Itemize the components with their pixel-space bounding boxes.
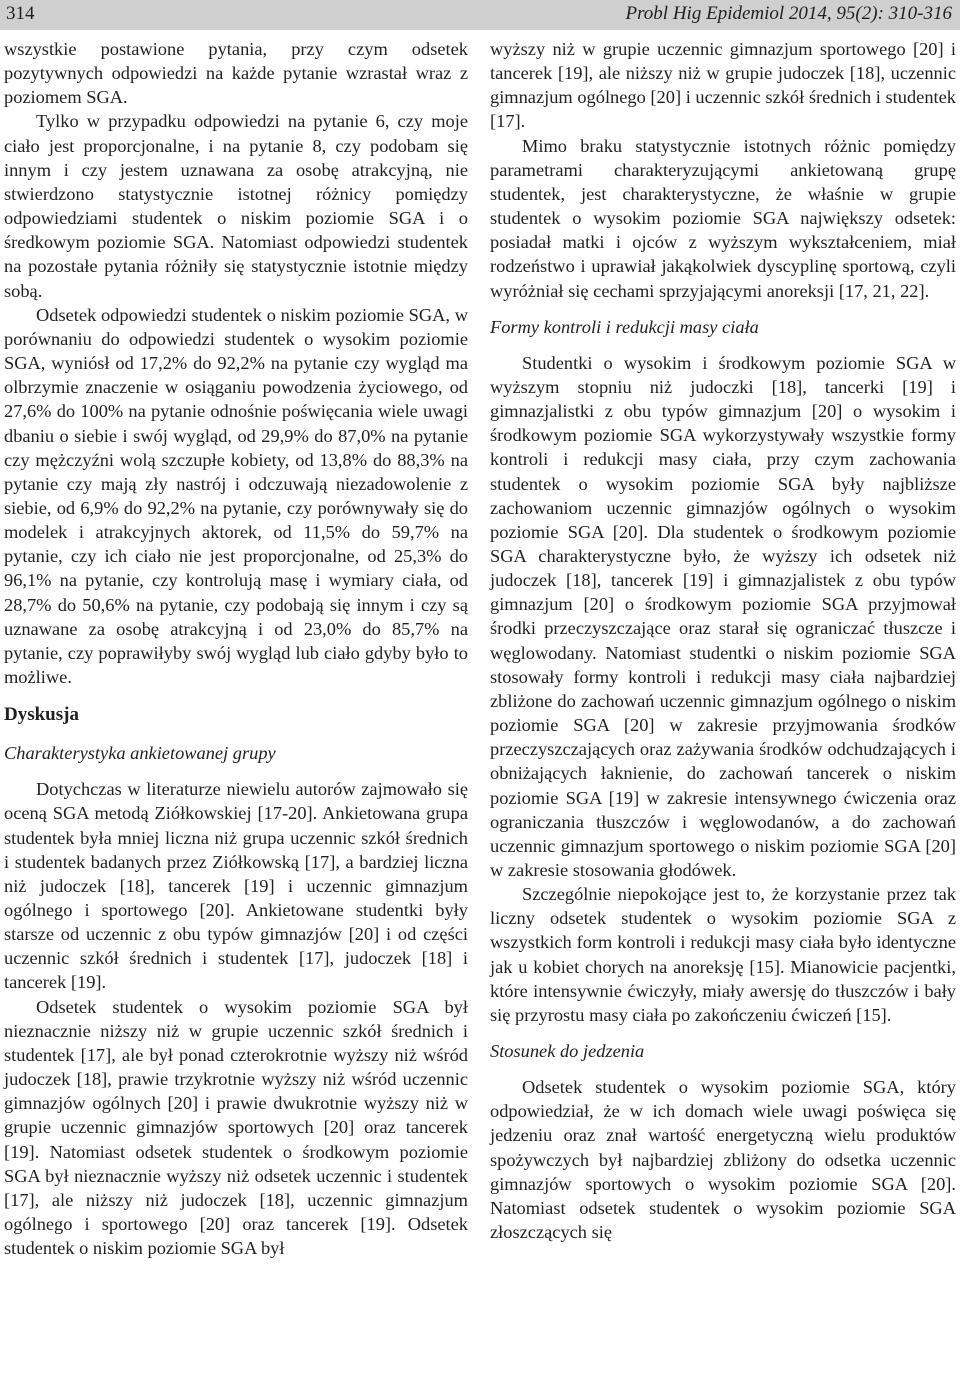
right-column <box>490 37 956 1244</box>
paragraph: Mimo braku statystycznie istotnych różnic pomiędzy parametrami charakteryzującymi ankietowaną grupę studentek, jest charakterystyczne, że właśnie w grupie studentek o wysokim poziomie SGA największy odsetek: posiadał matki i ojców z wyższym wykształceniem, miał rodzeństwo i uprawiał jakąkolwiek dyscyplinę sportową, czyli wyróżniał się cechami sprzyjającymi anoreksji [17, 21, 22]. <box>490 135 956 301</box>
paragraph: Dotychczas w literaturze niewielu autorów zajmowało się oceną SGA metodą Ziółkowskiej [17-20]. Ankietowana grupa studentek była mniej liczna niż grupa uczennic szkół średnich i studentek badanych przez Ziółkowską [17], a bardziej liczna niż judoczek [18], tancerek [19] i uczennic gimnazjum ogólnego i sportowego [20]. Ankietowane studentki były starsze od uczennic z obu typów gimnazjów [20] i od części uczennic szkół średnich i studentek [17], judoczek [18] i tancerek [19]. <box>4 779 468 993</box>
paragraph: Odsetek odpowiedzi studentek o niskim poziomie SGA, w porównaniu do odpowiedzi studentek o wysokim poziomie SGA, wyniósł od 17,2% do 92,2% na pytanie czy wygląd ma olbrzymie znaczenie w osiąganiu powodzenia życiowego, od 27,6% do 100% na pytanie odnośnie poświęcania wiele uwagi dbaniu o siebie i swój wygląd, od 29,9% do 87,0% na pytanie czy mężczyźni wolą szczupłe kobiety, od 13,8% do 88,3% na pytanie czy mają zły nastrój i odczuwają niezadowolenie z siebie, od 6,9% do 92,2% na pytanie, czy porównywały się do modelek i atrakcyjnych aktorek, od 11,5% do 59,7% na pytanie, czy ich ciało nie jest proporcjonalne, od 25,3% do 96,1% na pytanie, czy kontrolują masę i wymiary ciała, od 28,7% do 50,6% na pytanie, czy podobają się innym i czy są uznawane za osobę atrakcyjną i od 23,0% do 85,7% na pytanie, czy poprawiłyby swój wygląd lub ciało gdyby było to możliwe. <box>4 304 468 688</box>
page-number: 314 <box>6 3 35 24</box>
paragraph: Tylko w przypadku odpowiedzi na pytanie 6, czy moje ciało jest proporcjonalne, i na pytanie 8, czy podobam się innym i czy jestem uznawana za osobę atrakcyjną, nie stwierdzono statystycznie istotnej różnicy pomiędzy odpowiedziami studentek o niskim poziomie SGA i o średkowym poziomie SGA. Natomiast odpowiedzi studentek na pozostałe pytania różniły się statystycznie istotnie między sobą. <box>4 111 468 301</box>
paragraph: wyższy niż w grupie uczennic gimnazjum sportowego [20] i tancerek [19], ale niższy niż w grupie judoczek [18], uczennic gimnazjum ogólnego [20] i uczennic szkół średnich i studentek [17]. <box>490 39 956 132</box>
page-header <box>0 0 960 30</box>
subsection-heading-formy: Formy kontroli i redukcji masy ciała <box>490 316 759 337</box>
section-heading-dyskusja: Dyskusja <box>4 704 79 726</box>
subsection-heading-stosunek: Stosunek do jedzenia <box>490 1041 645 1062</box>
left-column <box>4 37 468 1260</box>
journal-citation: Probl Hig Epidemiol 2014, 95(2): 310-316 <box>625 3 952 24</box>
paragraph: Odsetek studentek o wysokim poziomie SGA, który odpowiedział, że w ich domach wiele uwagi poświęca się jedzeniu oraz znał wartość energetyczną wielu produktów spożywczych był najbardziej zbliżony do odsetka uczennic gimnazjów sportowych o wysokim poziomie SGA [20]. Natomiast odsetek studentek o wysokim poziomie SGA złoszczących się <box>490 1077 956 1243</box>
subsection-heading-charakterystyka: Charakterystyka ankietowanej grupy <box>4 743 276 764</box>
paragraph: Szczególnie niepokojące jest to, że korzystanie przez tak liczny odsetek studentek o wysokim poziomie SGA z wszystkich form kontroli i redukcji masy ciała było identyczne jak u kobiet chorych na anoreksję [15]. Mianowicie pacjentki, które intensywnie ćwiczyły, miały awersję do tłuszczów i bały się przyrostu masy ciała po zakończeniu ćwiczeń [15]. <box>490 884 956 1025</box>
paragraph: Odsetek studentek o wysokim poziomie SGA był nieznacznie niższy niż w grupie uczennic szkół średnich i studentek [17], ale był ponad czterokrotnie wyższy niż wśród judoczek [18], prawie trzykrotnie wyższy niż wśród uczennic gimnazjów ogólnych [20] i prawie dwukrotnie wyższy niż w grupie uczennic gimnazjów sportowych [20] oraz tancerek [19]. Natomiast odsetek studentek o środkowym poziomie SGA był nieznacznie wyższy niż odsetek uczennic i studentek [17], ale niższy niż judoczek [18], uczennic gimnazjum ogólnego i sportowego [20] oraz tancerek [19]. Odsetek studentek o niskim poziomie SGA był <box>4 996 468 1259</box>
paragraph: wszystkie postawione pytania, przy czym odsetek pozytywnych odpowiedzi na każde pytanie wzrastał wraz z poziomem SGA. <box>4 39 468 108</box>
paragraph: Studentki o wysokim i środkowym poziomie SGA w wyższym stopniu niż judoczki [18], tancerki [19] i gimnazjalistki z obu typów gimnazjum [20] o wysokim i środkowym poziomie SGA wykorzystywały wszystkie formy kontroli i redukcji masy ciała, przy czym zachowania studentek o wysokim poziomie SGA były najbliższe zachowaniom uczennic gimnazjów ogólnych o wysokim poziomie SGA [20]. Dla studentek o środkowym poziomie SGA charakterystyczne było, że wyższy ich odsetek niż judoczek [18], tancerek [19] i gimnazjalistek z obu typów gimnazjum [20] o środkowym poziomie SGA przyjmował środki przeczyszczające oraz starał się ograniczać tłuszcze i węglowodany. Natomiast studentki o niskim poziomie SGA stosowały formy kontroli i redukcji masy ciała najbardziej zbliżone do zachowań uczennic gimnazjum ogólnego o niskim poziomie SGA [20] w zakresie przyjmowania środków przeczyszczających oraz zażywania środków odchudzających i obniżających łaknienie, do zachowań tancerek o niskim poziomie SGA [19] w zakresie intensywnego ćwiczenia oraz ograniczania tłuszczów i węglowodanów, a do zachowań uczennic gimnazjum sportowego o niskim poziomie SGA [20] w zakresie stosowania głodówek. <box>490 352 956 880</box>
